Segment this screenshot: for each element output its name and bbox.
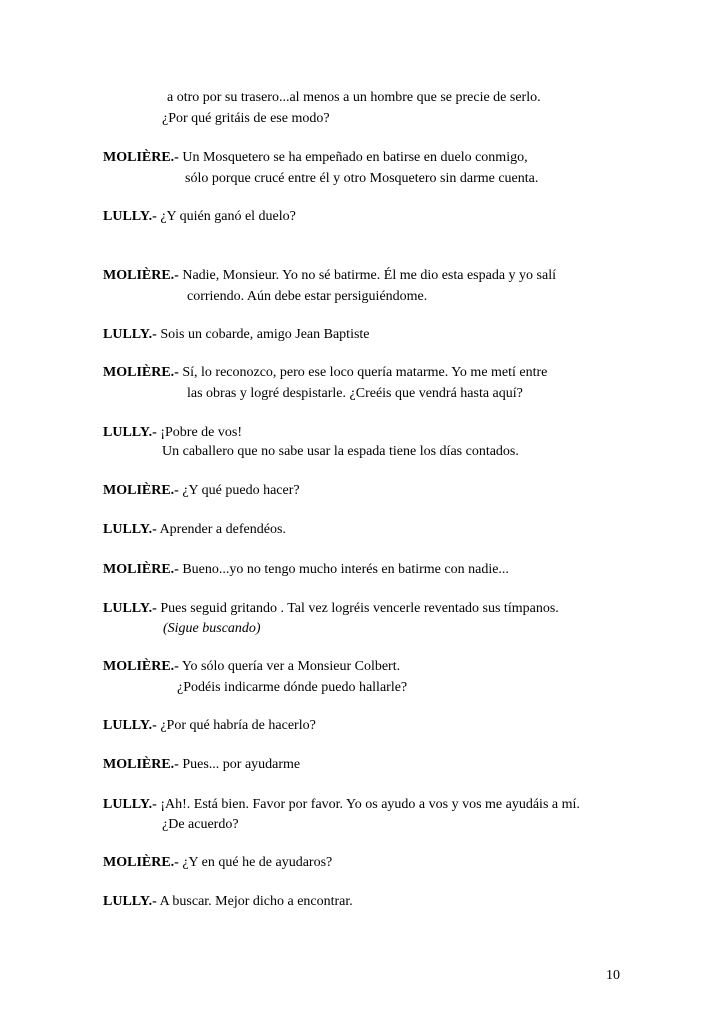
dialogue-line [103,268,556,284]
dialogue-line [103,425,242,441]
stage-direction-text: (Sigue buscando) [163,621,261,636]
dialogue-text: ¡Pobre de vos! [160,425,242,440]
dialogue-line [103,522,286,538]
speaker-name: MOLIÈRE.- [103,150,179,165]
dialogue-line [167,90,541,106]
speaker-name: LULLY.- [103,718,157,733]
dialogue-line [103,757,300,773]
dialogue-text: ¿Y qué puedo hacer? [182,483,300,498]
dialogue-text: Yo sólo quería ver a Monsieur Colbert. [181,659,401,674]
dialogue-text: Pues seguid gritando . Tal vez logréis vencerle reventado sus tímpanos. [160,601,559,616]
speaker-name: LULLY.- [103,894,157,909]
dialogue-line [103,718,316,734]
dialogue-text: Aprender a defendéos. [159,522,286,537]
dialogue-line [103,894,353,910]
dialogue-text: Bueno...yo no tengo mucho interés en batirme con nadie... [182,562,509,577]
dialogue-line [103,483,300,499]
dialogue-text: Un Mosquetero se ha empeñado en batirse en duelo conmigo, [182,150,528,165]
dialogue-line [187,386,523,402]
speaker-name: MOLIÈRE.- [103,757,179,772]
speaker-name: LULLY.- [103,209,157,224]
page-number: 10 [606,968,620,983]
dialogue-line [185,171,538,187]
dialogue-text: Sí, lo reconozco, pero ese loco quería matarme. Yo me metí entre [182,365,548,380]
speaker-name: MOLIÈRE.- [103,855,179,870]
dialogue-text: Nadie, Monsieur. Yo no sé batirme. Él me dio esta espada y yo salí [182,268,557,283]
speaker-name: LULLY.- [103,327,157,342]
dialogue-line [162,444,519,460]
dialogue-text: Sois un cobarde, amigo Jean Baptiste [160,327,370,342]
dialogue-text: ¿Podéis indicarme dónde puedo hallarle? [177,680,408,695]
dialogue-line [187,289,427,305]
speaker-name: MOLIÈRE.- [103,562,179,577]
speaker-name: LULLY.- [103,425,157,440]
dialogue-text: sólo porque crucé entre él y otro Mosquetero sin darme cuenta. [185,171,539,186]
dialogue-line [162,111,330,127]
dialogue-line [177,680,407,696]
dialogue-line [103,797,580,813]
dialogue-line [103,601,559,617]
dialogue-text: las obras y logré despistarle. ¿Creéis que vendrá hasta aquí? [187,386,523,401]
stage-direction [163,621,261,637]
dialogue-text: ¿Por qué habría de hacerlo? [160,718,316,733]
dialogue-text: ¿De acuerdo? [162,817,239,832]
dialogue-line [103,659,400,675]
dialogue-text: ¿Por qué gritáis de ese modo? [162,111,330,126]
speaker-name: MOLIÈRE.- [103,268,179,283]
dialogue-text: A buscar. Mejor dicho a encontrar. [159,894,353,909]
dialogue-text: a otro por su trasero...al menos a un hombre que se precie de serlo. [167,90,541,105]
dialogue-line [103,150,528,166]
dialogue-line [162,817,239,833]
speaker-name: LULLY.- [103,601,157,616]
speaker-name: LULLY.- [103,797,157,812]
dialogue-text: Pues... por ayudarme [182,757,301,772]
dialogue-text: ¡Ah!. Está bien. Favor por favor. Yo os ayudo a vos y vos me ayudáis a mí. [160,797,580,812]
dialogue-line [103,855,332,871]
speaker-name: MOLIÈRE.- [103,483,179,498]
dialogue-text: ¿Y en qué he de ayudaros? [182,855,333,870]
dialogue-line [103,327,370,343]
dialogue-text: Un caballero que no sabe usar la espada tiene los días contados. [162,444,519,459]
speaker-name: MOLIÈRE.- [103,659,179,674]
dialogue-text: ¿Y quién ganó el duelo? [160,209,296,224]
dialogue-text: corriendo. Aún debe estar persiguiéndome. [187,289,428,304]
dialogue-line [103,209,296,225]
dialogue-line [103,365,547,381]
speaker-name: MOLIÈRE.- [103,365,179,380]
dialogue-line [103,562,509,578]
speaker-name: LULLY.- [103,522,157,537]
